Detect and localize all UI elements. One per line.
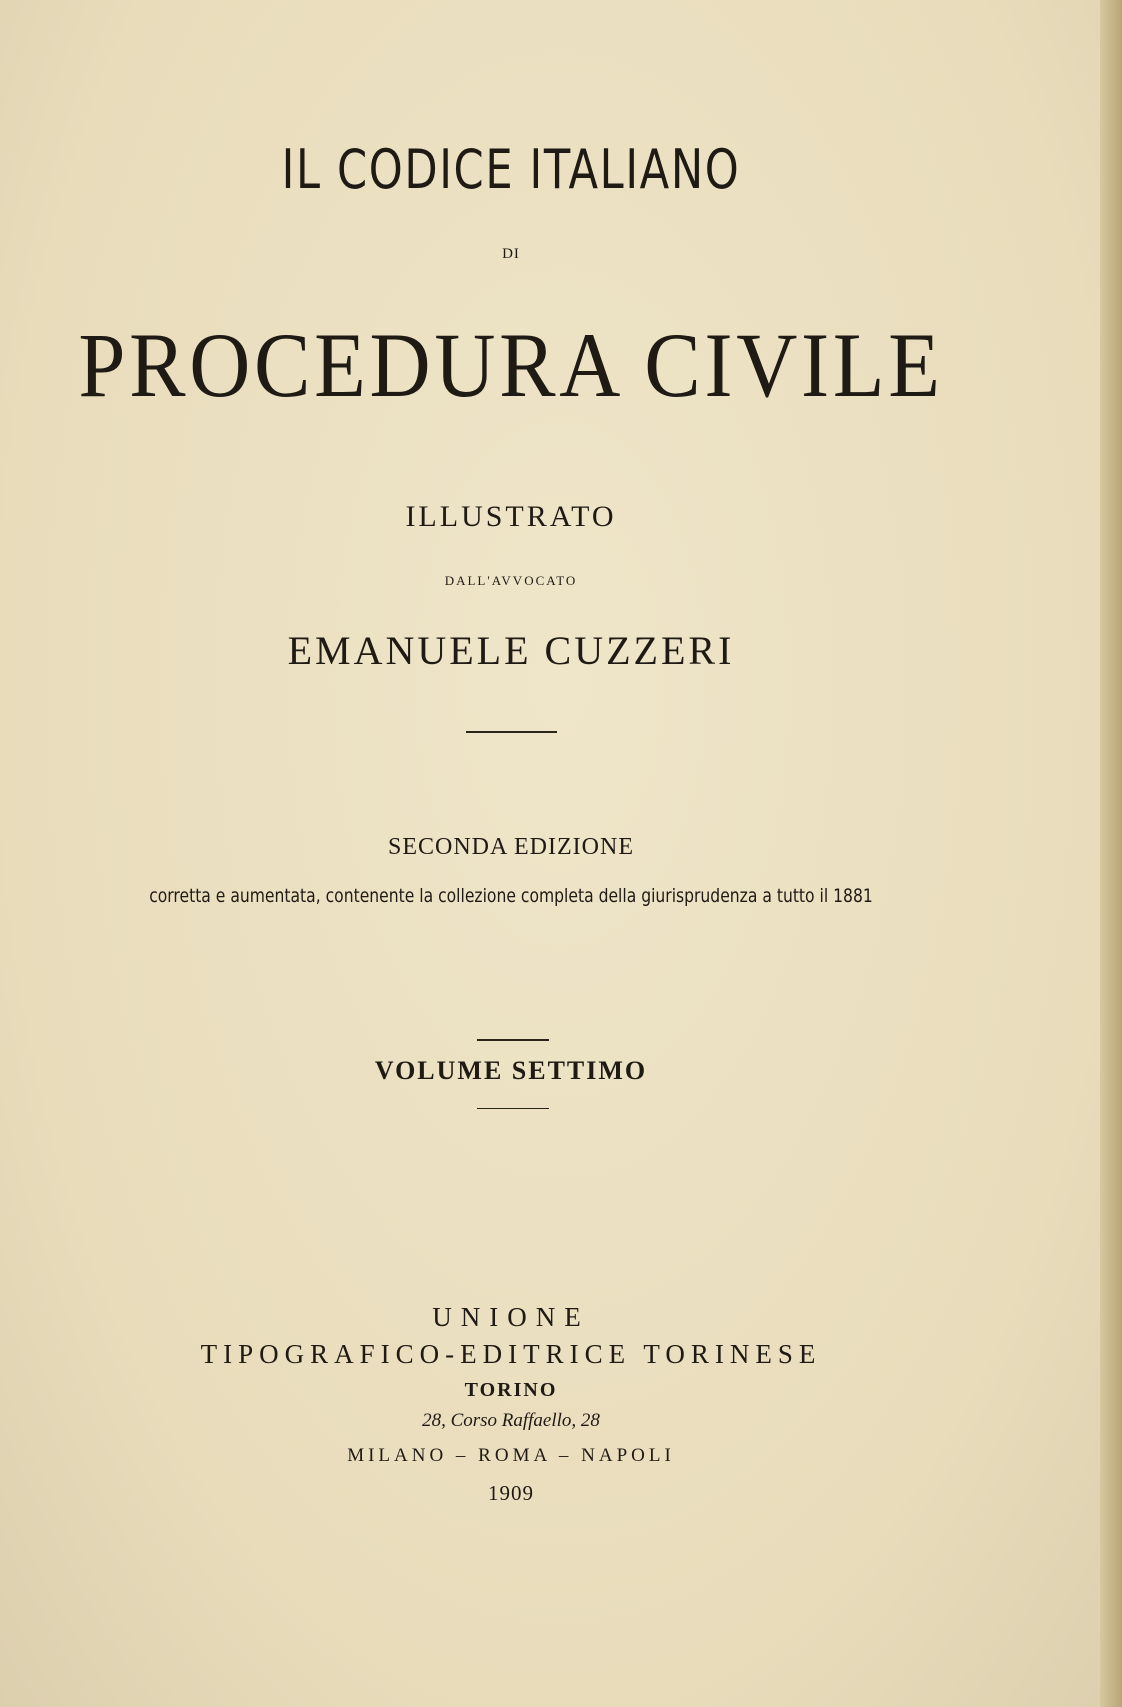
divider-rule — [466, 731, 557, 733]
edition-note: corretta e aumentata, contenente la collezione completa della giurisprudenza a tutto il 1881 — [149, 885, 873, 907]
main-title: PROCEDURA CIVILE — [78, 314, 944, 416]
divider-rule — [477, 1108, 549, 1109]
illustrated-label: ILLUSTRATO — [405, 500, 617, 533]
publisher-line2: TIPOGRAFICO-EDITRICE TORINESE — [200, 1339, 822, 1369]
title-connector: DI — [502, 246, 520, 262]
publisher-city: TORINO — [464, 1379, 558, 1401]
edition-label: SECONDA EDIZIONE — [388, 834, 634, 860]
publication-year: 1909 — [488, 1481, 534, 1505]
page-edge — [1100, 0, 1122, 1707]
divider-rule — [477, 1039, 549, 1041]
title-top: IL CODICE ITALIANO — [281, 138, 741, 201]
publisher-branches: MILANO – ROMA – NAPOLI — [347, 1445, 675, 1466]
author-name: EMANUELE CUZZERI — [287, 628, 735, 673]
publisher-line1: UNIONE — [432, 1302, 590, 1332]
publisher-address: 28, Corso Raffaello, 28 — [422, 1410, 600, 1431]
by-lawyer-label: DALL'AVVOCATO — [444, 573, 578, 588]
volume-label: VOLUME SETTIMO — [374, 1056, 648, 1085]
